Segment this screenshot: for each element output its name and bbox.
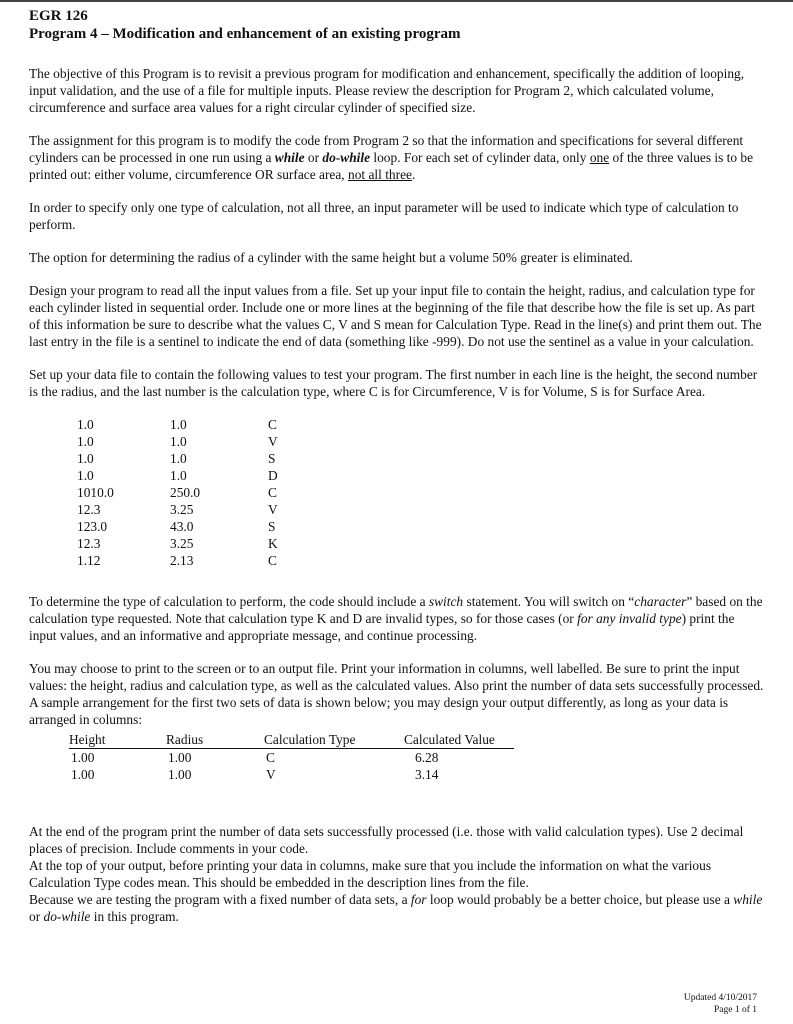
course-code: EGR 126: [29, 8, 88, 24]
setup-paragraph: Set up your data file to contain the following values to test your program. The first number in each line is the height, the second number is the radius, and the last number is the calculation type, where C is for Circumference, V is for Volume, S is for Surface Area.: [29, 367, 758, 399]
top-rule: [0, 0, 793, 2]
table-row: [77, 433, 308, 450]
table-row: [77, 467, 308, 484]
cell-height: 1.00: [71, 767, 95, 782]
table-row: [69, 766, 514, 783]
cell-radius: 1.00: [168, 767, 192, 782]
header-calculated-value: Calculated Value: [404, 732, 514, 749]
text-run: Because we are testing the program with a fixed number of data sets, a: [29, 892, 411, 907]
end-paragraph-2: At the top of your output, before printing your data in columns, make sure that you include the information on what the various Calculation Type codes mean. This should be embedded in the description lines from the file.: [29, 858, 712, 890]
page-title: Program 4 – Modification and enhancement of an existing program: [29, 26, 461, 42]
sample-header-row: [69, 732, 514, 749]
cell-calculation-type: C: [268, 553, 277, 568]
text-run: ” based on the calculation type requested. Note that calculation type K and D are invalid types, so for those cases (or: [29, 594, 763, 626]
cell-calculation-type: D: [268, 468, 278, 483]
cell-calculation-type: S: [268, 519, 276, 534]
end-paragraph-3: [29, 891, 764, 925]
print-paragraph: You may choose to print to the screen or to an output file. Print your information in columns, well labelled. Be sure to print the input values: the height, radius and calculation type, as well as the calculated values. Also print the number of data sets successfully processed. A sample arrangement for the first two sets of data is shown below; you may design your output differently, as long as your data is arranged in columns:: [29, 661, 764, 727]
cell-height: 1.00: [71, 750, 95, 765]
table-row: [77, 501, 308, 518]
text-run: statement. You will switch on “: [463, 594, 635, 609]
cell-height: 1.12: [77, 553, 101, 568]
cell-radius: 43.0: [170, 519, 194, 534]
document-page: [29, 7, 764, 925]
cell-radius: 3.25: [170, 502, 194, 517]
cell-calculation-type: C: [268, 417, 277, 432]
keyword-do-while: do-while: [322, 150, 371, 165]
objective-paragraph: The objective of this Program is to revisit a previous program for modification and enhancement, specifically the addition of looping, input validation, and the use of a file for multiple inputs. Please review the description for Program 2, which calculated volume, circumference and surface area values for a right circular cylinder of specified size.: [29, 66, 745, 115]
cell-height: 12.3: [77, 536, 101, 551]
header-radius: Radius: [166, 732, 264, 749]
cell-calculation-type: V: [266, 767, 276, 782]
header-calculation-type: Calculation Type: [264, 732, 404, 749]
design-paragraph: Design your program to read all the input values from a file. Set up your input file to contain the height, radius, and calculation type for each cylinder listed in sequential order. Include one or more lines at the beginning of the file that describe how the file is set up. As part of this information be sure to describe what the values C, V and S mean for Calculation Type. Read in the line(s) and print them out. The last entry in the file is a sentinel to indicate the end of data (something like -999). Do not use the sentinel as a value in your calculation.: [29, 283, 762, 349]
text-run: or: [304, 150, 323, 165]
sample-output-table: [69, 732, 514, 783]
table-row: [77, 552, 308, 569]
switch-paragraph: [29, 593, 764, 644]
table-row: [77, 416, 308, 433]
cell-height: 1.0: [77, 468, 94, 483]
cell-height: 123.0: [77, 519, 108, 534]
table-row: [77, 484, 308, 501]
emphasis-not-all-three: not all three: [348, 167, 412, 182]
text-run: To determine the type of calculation to perform, the code should include a: [29, 594, 429, 609]
assignment-paragraph: [29, 132, 764, 183]
cell-height: 1010.0: [77, 485, 114, 500]
text-run: of the three values is to be printed out: either volume, circumference OR surface area,: [29, 150, 754, 182]
keyword-while: while: [733, 892, 763, 907]
cell-radius: 2.13: [170, 553, 194, 568]
cell-calculation-type: V: [268, 434, 278, 449]
text-run: in this program.: [90, 909, 179, 924]
cell-calculation-type: C: [268, 485, 277, 500]
text-run: ) print the input values, and an informative and appropriate message, and continue processing.: [29, 611, 735, 643]
keyword-for: for: [410, 892, 427, 907]
emphasis-any-invalid-type: for any invalid type: [577, 611, 682, 626]
cell-radius: 1.0: [170, 434, 187, 449]
cell-radius: 250.0: [170, 485, 201, 500]
cell-calculation-type: K: [268, 536, 278, 551]
page-number: Page 1 of 1: [713, 1005, 757, 1015]
page-footer: [684, 992, 757, 1016]
cell-calculation-type: V: [268, 502, 278, 517]
cell-calculated-value: 3.14: [415, 767, 439, 782]
table-row: [69, 749, 514, 767]
text-run: loop. For each set of cylinder data, only: [370, 150, 590, 165]
cell-calculation-type: S: [268, 451, 276, 466]
text-run: .: [411, 167, 416, 182]
cell-radius: 1.0: [170, 417, 187, 432]
option-paragraph: The option for determining the radius of a cylinder with the same height but a volume 50% greater is eliminated.: [29, 250, 633, 265]
end-paragraph-1: At the end of the program print the number of data sets successfully processed (i.e. those with valid calculation types). Use 2 decimal places of precision. Include comments in your code.: [29, 824, 744, 856]
cell-calculated-value: 6.28: [415, 750, 439, 765]
cell-radius: 1.0: [170, 468, 187, 483]
cell-radius: 1.00: [168, 750, 192, 765]
table-row: [77, 450, 308, 467]
header-height: Height: [69, 732, 166, 749]
cell-height: 1.0: [77, 451, 94, 466]
table-row: [77, 518, 308, 535]
text-run: loop would probably be a better choice, but please use a: [426, 892, 734, 907]
cell-radius: 3.25: [170, 536, 194, 551]
test-data-table: [77, 416, 308, 569]
table-row: [77, 535, 308, 552]
keyword-do-while: do-while: [43, 909, 91, 924]
updated-date: Updated 4/10/2017: [683, 993, 757, 1003]
cell-calculation-type: C: [266, 750, 275, 765]
parameter-paragraph: In order to specify only one type of calculation, not all three, an input parameter will be used to indicate which type of calculation to perform.: [29, 200, 739, 232]
text-run: or: [29, 909, 44, 924]
keyword-switch: switch: [428, 594, 464, 609]
cell-radius: 1.0: [170, 451, 187, 466]
text-run: The assignment for this program is to modify the code from Program 2 so that the information and specifications for several different cylinders can be processed in one run using a: [29, 133, 744, 165]
cell-height: 12.3: [77, 502, 101, 517]
keyword-while: while: [274, 150, 305, 165]
cell-height: 1.0: [77, 434, 94, 449]
emphasis-one: one: [589, 150, 610, 165]
cell-height: 1.0: [77, 417, 94, 432]
keyword-character: character: [634, 594, 687, 609]
